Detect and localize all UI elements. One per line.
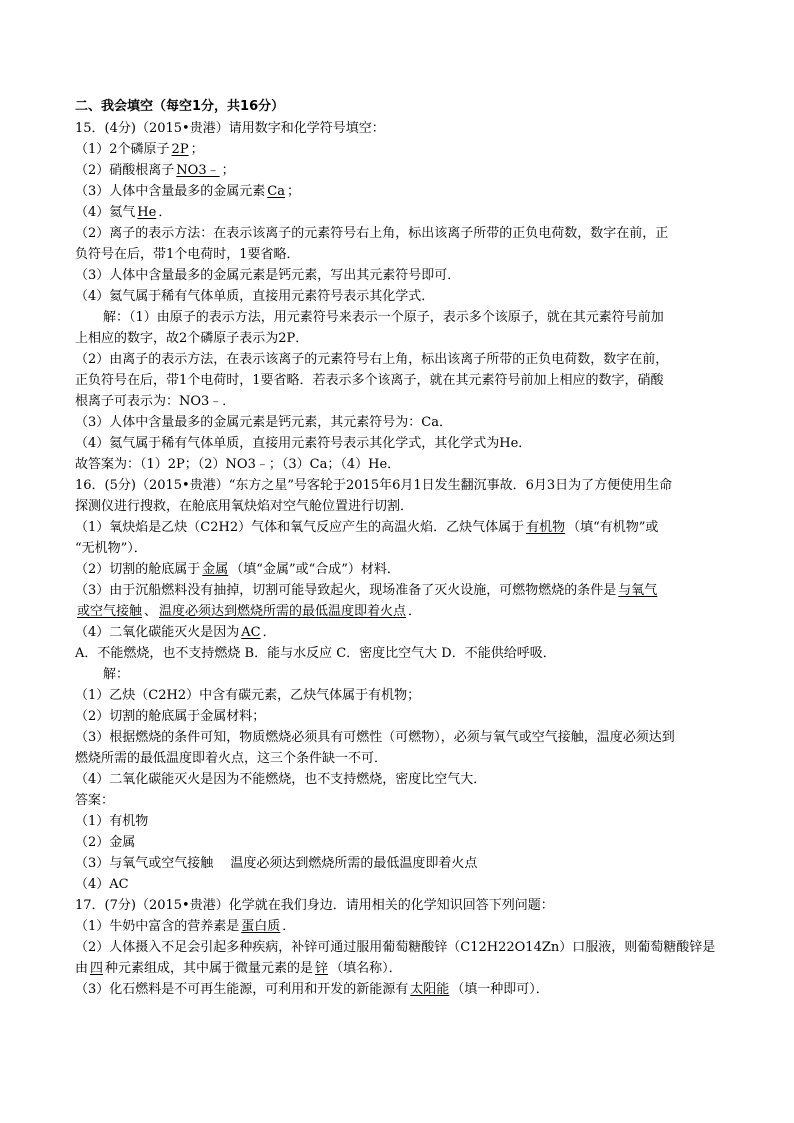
q15-head: 15．(4分)（2015•贵港）请用数字和化学符号填空：	[75, 121, 385, 136]
q17-answer-2a: 四	[90, 961, 104, 976]
q16-answer-label: 答案：	[75, 793, 115, 808]
q15-answer-1: 2P	[171, 142, 189, 157]
q17-head: 17．(7分)（2015•贵港）化学就在我们身边．请用相关的化学知识回答下列问题：	[75, 898, 554, 913]
q15-answer-2: NO3﹣	[176, 163, 220, 178]
q15-analysis-line: （2）离子的表示方法：在表示该离子的元素符号右上角，标出该离子所带的正负电荷数，数字在前，正	[75, 226, 669, 241]
q15-solution-line: 上相应的数字，故2个磷原子表示为2P．	[75, 331, 309, 346]
q16-item-3: （3）由于沉船燃料没有抽掉，切割可能导致起火，现场准备了灭火设施，可燃物燃烧的条件是 与氧气	[75, 583, 658, 598]
q16-answer-3b: 或空气接触	[77, 604, 143, 619]
q16-solution-line: （2）切割的舱底属于金属材料；	[75, 709, 266, 724]
q15-analysis-line: 负符号在后，带1个电荷时，1要省略．	[75, 247, 300, 262]
q16-solution-line: （4）二氧化碳能灭火是因为不能燃烧，也不支持燃烧，密度比空气大．	[75, 772, 487, 787]
q15-answer-summary: 故答案为：（1）2P；（2）NO3﹣；（3）Ca；（4）He．	[75, 457, 401, 472]
q16-head: 16．(5分)（2015•贵港）“东方之星”号客轮于2015年6月1日发生翻沉事故．6月3日为了方便使用生命	[75, 478, 673, 493]
q17-item-2-cont: 由 四 种元素组成，其中属于微量元素的是 锌 （填名称）．	[75, 961, 402, 976]
q17-item-1: （1）牛奶中富含的营养素是 蛋白质 ．	[75, 919, 296, 934]
q17-answer-1: 蛋白质	[241, 919, 281, 934]
q16-head: 探测仪进行搜救，在舱底用氧炔焰对空气舱位置进行切割．	[75, 499, 414, 514]
q15-item-3: （3）人体中含量最多的金属元素 Ca ；	[75, 184, 300, 199]
q16-options: A．不能燃烧，也不支持燃烧 B．能与水反应 C．密度比空气大 D．不能供给呼吸．	[75, 646, 556, 661]
q16-item-4: （4）二氧化碳能灭火是因为 AC ．	[75, 625, 276, 640]
q15-solution-line: 正负符号在后，带1个电荷时，1要省略．若表示多个该离子，就在其元素符号前加上相应的数字，硝酸	[75, 373, 664, 388]
q16-solution-line: （3）根据燃烧的条件可知，物质燃烧必须具有可燃性（可燃物），必须与氧气或空气接触，温度必须达到	[75, 730, 675, 745]
q16-item-3-cont: 或空气接触 、 温度必须达到燃烧所需的最低温度即着火点 ．	[77, 604, 422, 619]
q17-item-3: （3）化石燃料是不可再生能源，可利用和开发的新能源有 太阳能 （填一种即可）．	[75, 982, 549, 997]
q17-answer-3: 太阳能	[410, 982, 450, 997]
section-title: 二、我会填空（每空1分，共16分）	[75, 99, 285, 114]
q17-answer-2b: 锌	[315, 961, 329, 976]
q16-answer-3c: 温度必须达到燃烧所需的最低温度即着火点	[159, 604, 407, 619]
q16-answer-4: AC	[241, 625, 261, 640]
q15-solution-line: （2）由离子的表示方法，在表示该离子的元素符号右上角，标出该离子所带的正负电荷数，数字在前，	[75, 352, 669, 367]
q15-solution-line: 根离子可表示为：NO3﹣．	[75, 394, 236, 409]
q15-analysis-line: （4）氦气属于稀有气体单质，直接用元素符号表示其化学式．	[75, 289, 435, 304]
q16-answer-line: （4）AC	[75, 877, 129, 892]
q15-analysis-line: （3）人体中含量最多的金属元素是钙元素，写出其元素符号即可．	[75, 268, 461, 283]
q17-item-2: （2）人体摄入不足会引起多种疾病，补锌可通过服用葡萄糖酸锌（C12H22O14Zn）口服液，则葡萄糖酸锌是	[75, 940, 716, 955]
q15-answer-4: He	[137, 205, 157, 220]
q16-item-1-cont: “无机物”）．	[75, 541, 147, 556]
q15-solution-line: （3）人体中含量最多的金属元素是钙元素，其元素符号为：Ca．	[75, 415, 452, 430]
q15-solution-line: 解：（1）由原子的表示方法，用元素符号来表示一个原子，表示多个该原子，就在其元素符号前加	[103, 310, 664, 325]
q16-answer-line: （2）金属	[75, 835, 136, 850]
q15-item-2: （2）硝酸根离子 NO3﹣ ；	[75, 163, 235, 178]
q16-answer-1: 有机物	[526, 520, 566, 535]
q16-answer-line: （1）有机物	[75, 814, 149, 829]
q15-answer-3: Ca	[267, 184, 285, 199]
q16-item-1: （1）氧炔焰是乙炔（C2H2）气体和氧气反应产生的高温火焰．乙炔气体属于 有机物 （填“有机物”或	[75, 520, 659, 535]
q16-solution-line: （1）乙炔（C2H2）中含有碳元素，乙炔气体属于有机物；	[75, 688, 421, 703]
q15-item-1: （1）2个磷原子 2P ；	[75, 142, 204, 157]
q15-solution-line: （4）氦气属于稀有气体单质，直接用元素符号表示其化学式，其化学式为He．	[75, 436, 532, 451]
q16-solution-line: 燃烧所需的最低温度即着火点，这三个条件缺一不可．	[75, 751, 388, 766]
q16-answer-line: （3）与氧气或空气接触 温度必须达到燃烧所需的最低温度即着火点	[75, 856, 478, 871]
q16-answer-3a: 与氧气	[618, 583, 658, 598]
q16-solution-label: 解：	[103, 667, 130, 682]
q16-item-2: （2）切割的舱底属于 金属 （填“金属”或“合成”）材料．	[75, 562, 400, 577]
q15-item-4: （4）氦气 He ．	[75, 205, 172, 220]
q16-answer-2: 金属	[202, 562, 229, 577]
